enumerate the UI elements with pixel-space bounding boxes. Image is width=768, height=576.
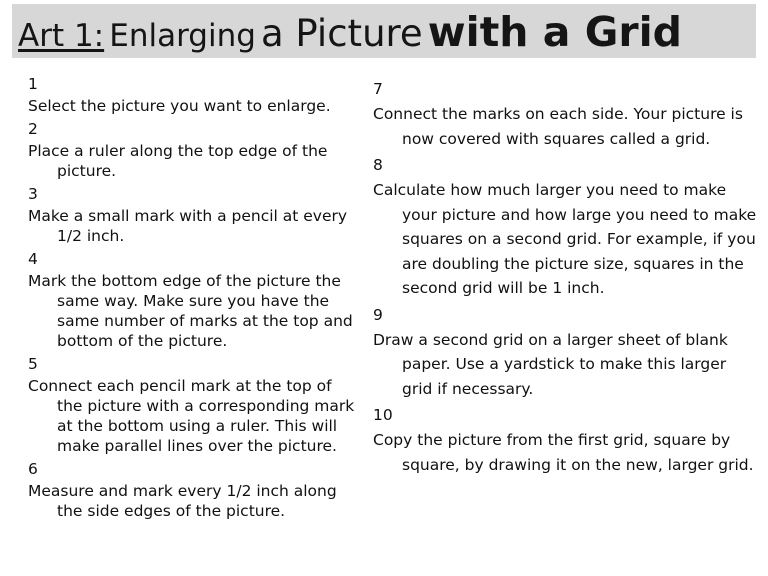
step-text: Select the picture you want to enlarge. bbox=[28, 97, 331, 115]
title-part-2: Enlarging bbox=[109, 18, 256, 54]
step-text: Draw a second grid on a larger sheet of blank paper. Use a yardstick to make this larger grid if necessary. bbox=[373, 330, 728, 398]
step-text: Connect the marks on each side. Your picture is now covered with squares called a grid. bbox=[373, 105, 743, 148]
step-number: 8 bbox=[373, 156, 383, 174]
title-bar bbox=[12, 4, 756, 58]
step-text: Calculate how much larger you need to make your picture and how large you need to make squares on a second grid. For example, if you are doubling the picture size, squares in the second grid will be 1 inch. bbox=[373, 181, 757, 297]
step-number: 5 bbox=[28, 355, 38, 373]
step-number: 1 bbox=[28, 75, 38, 93]
step-text: Measure and mark every 1/2 inch along the side edges of the picture. bbox=[28, 482, 337, 520]
step-text: Place a ruler along the top edge of the picture. bbox=[28, 142, 328, 180]
step-text: Make a small mark with a pencil at every 1/2 inch. bbox=[28, 207, 348, 245]
step-text: Mark the bottom edge of the picture the same way. Make sure you have the same number of marks at the top and bottom of the picture. bbox=[28, 272, 353, 350]
step-text: Connect each pencil mark at the top of the picture with a corresponding mark at the bottom using a ruler. This will make parallel lines over the picture. bbox=[28, 377, 355, 455]
title-part-3: a Picture bbox=[261, 12, 423, 55]
step-number: 7 bbox=[373, 80, 383, 98]
step-number: 9 bbox=[373, 305, 383, 324]
step-text: Copy the picture from the first grid, square by square, by drawing it on the new, larger grid. bbox=[373, 431, 754, 474]
right-column bbox=[373, 76, 758, 478]
step-number: 2 bbox=[28, 120, 38, 138]
title-part-4: with a Grid bbox=[427, 8, 682, 56]
step-number: 3 bbox=[28, 185, 38, 203]
step-number: 10 bbox=[373, 406, 393, 424]
step-number: 6 bbox=[28, 460, 38, 478]
title-part-1: Art 1: bbox=[18, 18, 105, 54]
left-column bbox=[28, 72, 358, 522]
step-number: 4 bbox=[28, 250, 38, 268]
